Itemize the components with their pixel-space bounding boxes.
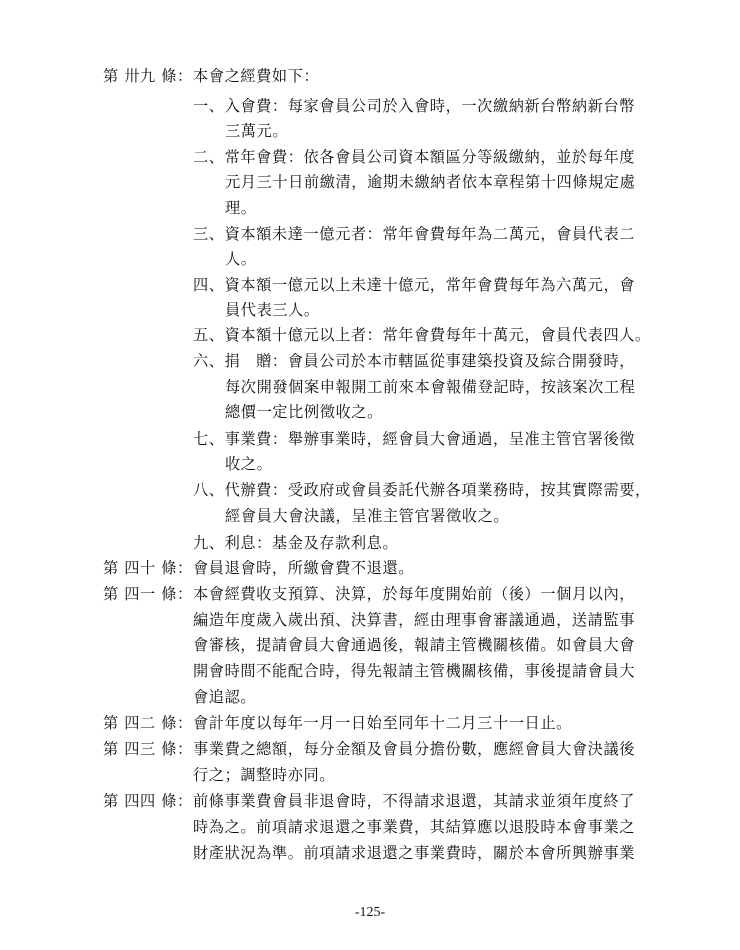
item-5-line-1: 五、資本額十億元以上者：常年會費每年十萬元，會員代表四人。 (193, 326, 651, 344)
article-41-label: 第 四一 條： (103, 585, 193, 603)
item-4-line-1: 四、資本額一億元以上未達十億元，常年會費每年為六萬元，會 (193, 276, 636, 294)
article-41-line-2: 編造年度歲入歲出預、決算書，經由理事會審議通過，送請監事 (193, 611, 636, 629)
article-41-line-5: 會追認。 (193, 688, 257, 706)
article-44-label: 第 四四 條： (103, 792, 193, 810)
article-44-line-3: 財產狀況為準。前項請求退還之事業費時，關於本會所興辦事業 (193, 844, 636, 862)
article-43-line-2: 行之；調整時亦同。 (193, 766, 336, 784)
item-3-line-2: 人。 (225, 250, 257, 268)
item-2-line-3: 理。 (225, 199, 257, 217)
item-7-line-2: 收之。 (225, 455, 273, 473)
article-43-line-1: 事業費之總額，每分金額及會員分擔份數，應經會員大會決議後 (193, 740, 636, 758)
article-39-label: 第 卅九 條： (103, 67, 193, 85)
article-44-line-1: 前條事業費會員非退會時，不得請求退還，其請求並須年度終了 (193, 792, 636, 810)
article-41-line-4: 開會時間不能配合時，得先報請主管機關核備，事後提請會員大 (193, 662, 636, 680)
article-42-line-1: 會計年度以每年一月一日始至同年十二月三十一日止。 (193, 714, 572, 732)
page-number: -125- (354, 905, 386, 920)
item-3-line-1: 三、資本額未達一億元者：常年會費每年為二萬元，會員代表二 (193, 225, 636, 243)
item-9-line-1: 九、利息：基金及存款利息。 (193, 534, 399, 552)
article-40-line-1: 會員退會時，所繳會費不退還。 (193, 559, 415, 577)
item-4-line-2: 員代表三人。 (225, 301, 320, 319)
article-39-intro: 本會之經費如下： (193, 67, 320, 85)
article-43-label: 第 四三 條： (103, 740, 193, 758)
item-2-line-1: 二、常年會費：依各會員公司資本額區分等級繳納，並於每年度 (193, 148, 636, 166)
item-8-line-2: 經會員大會決議，呈准主管官署徵收之。 (225, 507, 510, 525)
item-6-line-1: 六、捐 贈：會員公司於本市轄區從事建築投資及綜合開發時， (193, 352, 636, 370)
item-2-line-2: 元月三十日前繳清，逾期未繳納者依本章程第十四條規定處 (225, 173, 636, 191)
article-40-label: 第 四十 條： (103, 559, 193, 577)
item-6-line-2: 每次開發個案申報開工前來本會報備登記時，按該案次工程 (225, 378, 636, 396)
item-1-line-2: 三萬元。 (225, 122, 289, 140)
item-8-line-1: 八、代辦費：受政府或會員委託代辦各項業務時，按其實際需要， (193, 481, 651, 499)
article-41-line-1: 本會經費收支預算、決算，於每年度開始前（後）一個月以內， (193, 585, 636, 603)
article-41-line-3: 會審核，提請會員大會通過後，報請主管機關核備。如會員大會 (193, 636, 636, 654)
article-44-line-2: 時為之。前項請求退還之事業費，其結算應以退股時本會事業之 (193, 818, 636, 836)
item-7-line-1: 七、事業費：舉辦事業時，經會員大會通過，呈准主管官署後徵 (193, 430, 636, 448)
item-6-line-3: 總價一定比例徵收之。 (225, 403, 383, 421)
item-1-line-1: 一、入會費：每家會員公司於入會時，一次繳納新台幣納新台幣 (193, 97, 636, 115)
article-42-label: 第 四二 條： (103, 714, 193, 732)
